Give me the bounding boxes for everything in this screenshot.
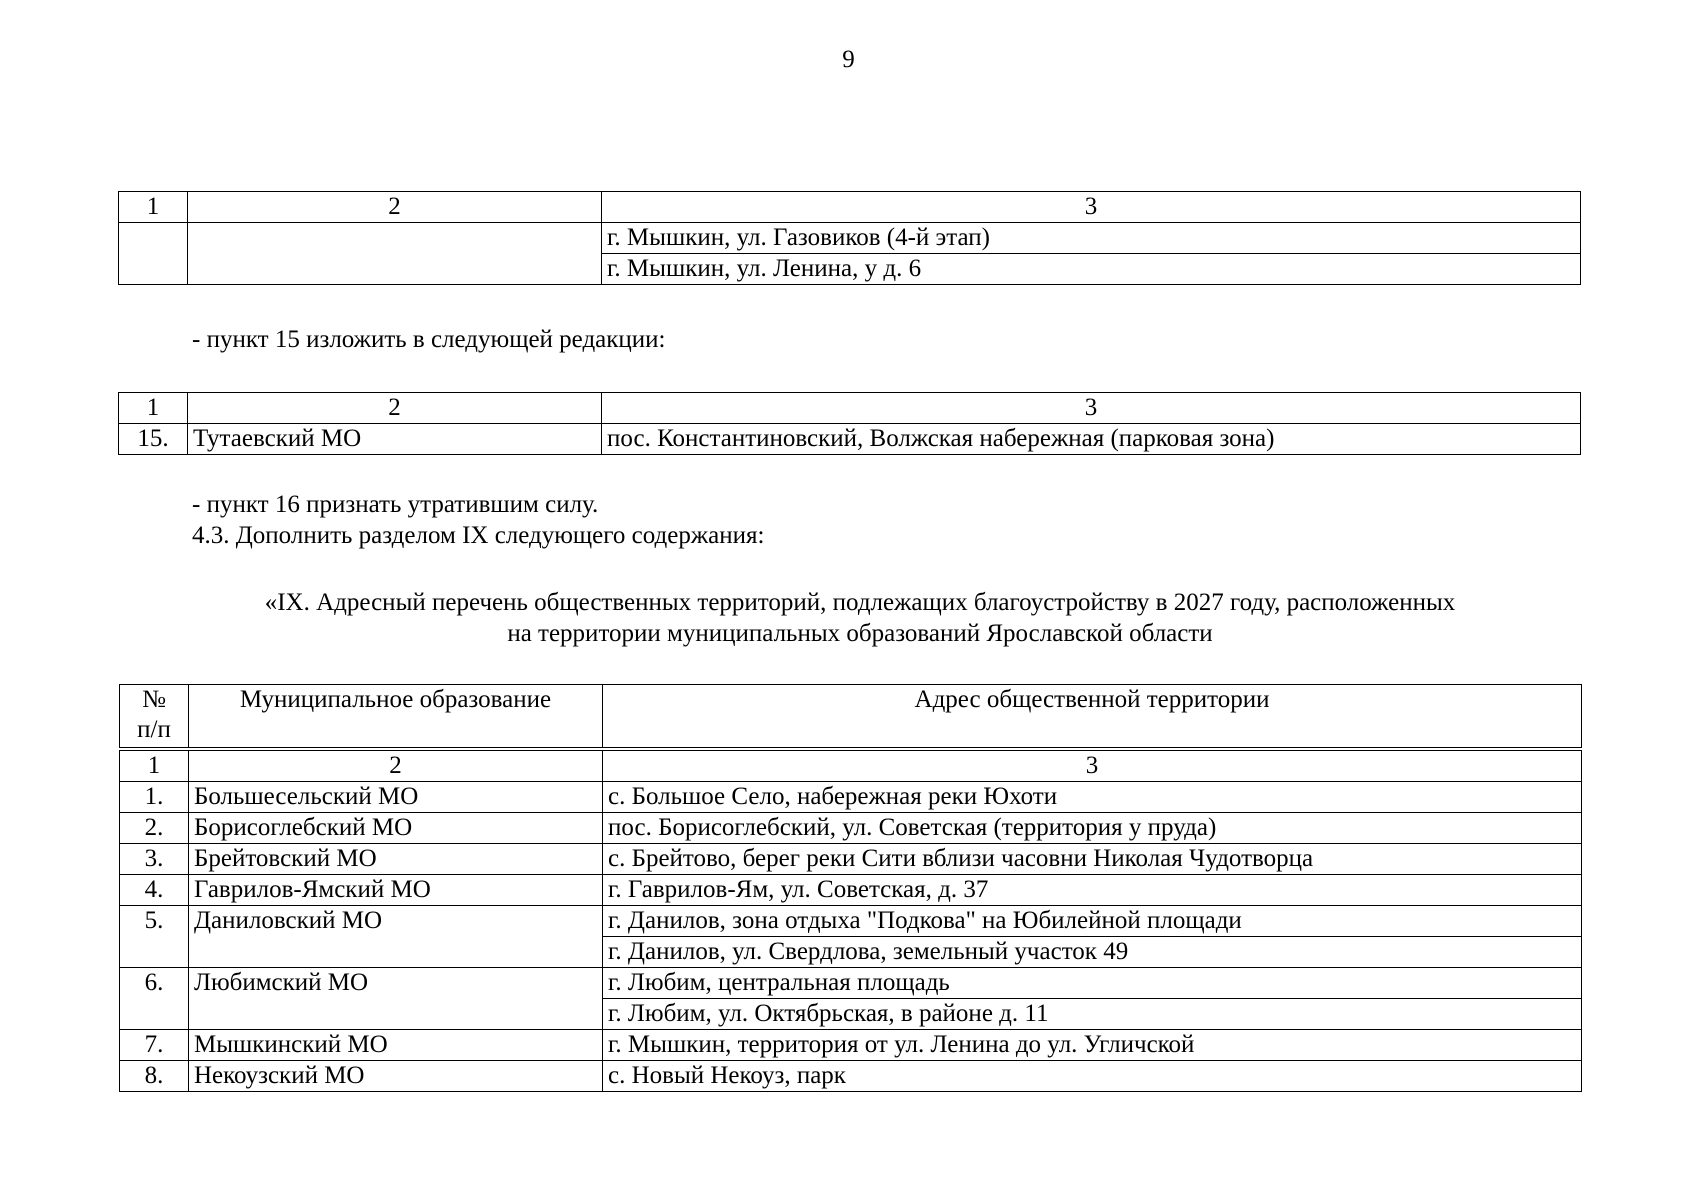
header-municipality: Муниципальное образование bbox=[189, 685, 603, 750]
territory-address: с. Брейтово, берег реки Сити вблизи часовни Николая Чудотворца bbox=[603, 844, 1582, 875]
header-number bbox=[120, 685, 189, 750]
column-number-3: 3 bbox=[602, 393, 1581, 424]
municipality-name bbox=[188, 223, 602, 285]
municipality-name: Тутаевский МО bbox=[188, 424, 602, 455]
row-number: 2. bbox=[120, 813, 189, 844]
page-number: 9 bbox=[842, 46, 855, 73]
header-address: Адрес общественной территории bbox=[603, 685, 1582, 750]
territory-address: пос. Константиновский, Волжская набережная (парковая зона) bbox=[602, 424, 1581, 455]
paragraph-item-16: - пункт 16 признать утратившим силу. bbox=[192, 491, 599, 518]
municipality-name: Брейтовский МО bbox=[189, 844, 603, 875]
table-row bbox=[120, 1030, 1582, 1061]
territory-address: пос. Борисоглебский, ул. Советская (территория у пруда) bbox=[603, 813, 1582, 844]
table-row bbox=[120, 1061, 1582, 1092]
municipality-name: Гаврилов-Ямский МО bbox=[189, 875, 603, 906]
header-number-line-2: п/п bbox=[137, 716, 171, 743]
table-column-numbers bbox=[119, 393, 1581, 424]
item-15-table bbox=[118, 392, 1581, 455]
row-number: 15. bbox=[119, 424, 188, 455]
section-title-line-2: на территории муниципальных образований Ярославской области bbox=[507, 620, 1213, 647]
table-row bbox=[120, 782, 1582, 813]
column-number-3: 3 bbox=[603, 749, 1582, 782]
territory-address: г. Любим, центральная площадь bbox=[603, 968, 1582, 999]
row-number: 3. bbox=[120, 844, 189, 875]
row-number: 1. bbox=[120, 782, 189, 813]
territory-address: г. Данилов, ул. Свердлова, земельный участок 49 bbox=[603, 937, 1582, 968]
territory-address: г. Мышкин, ул. Газовиков (4-й этап) bbox=[602, 223, 1581, 254]
municipality-name: Любимский МО bbox=[189, 968, 603, 1030]
column-number-2: 2 bbox=[188, 192, 602, 223]
territory-address: с. Новый Некоуз, парк bbox=[603, 1061, 1582, 1092]
municipality-name: Даниловский МО bbox=[189, 906, 603, 968]
continuation-table bbox=[118, 191, 1581, 285]
table-row bbox=[120, 844, 1582, 875]
section-title-line-1: «IX. Адресный перечень общественных территорий, подлежащих благоустройству в 2027 году, расположенных bbox=[264, 589, 1456, 616]
table-row bbox=[119, 223, 1581, 254]
municipality-name: Некоузский МО bbox=[189, 1061, 603, 1092]
table-row bbox=[119, 424, 1581, 455]
table-column-numbers bbox=[120, 749, 1582, 782]
column-number-1: 1 bbox=[119, 192, 188, 223]
territory-address: г. Любим, ул. Октябрьская, в районе д. 11 bbox=[603, 999, 1582, 1030]
table-row bbox=[120, 968, 1582, 999]
territory-address: г. Мышкин, ул. Ленина, у д. 6 bbox=[602, 254, 1581, 285]
territory-address: г. Гаврилов-Ям, ул. Советская, д. 37 bbox=[603, 875, 1582, 906]
column-number-2: 2 bbox=[189, 749, 603, 782]
territory-address: г. Данилов, зона отдыха "Подкова" на Юбилейной площади bbox=[603, 906, 1582, 937]
header-number-line-1: № bbox=[142, 686, 166, 713]
row-number: 6. bbox=[120, 968, 189, 1030]
row-number: 7. bbox=[120, 1030, 189, 1061]
territory-address: г. Мышкин, территория от ул. Ленина до ул. Угличской bbox=[603, 1030, 1582, 1061]
municipality-name: Большесельский МО bbox=[189, 782, 603, 813]
table-row bbox=[120, 875, 1582, 906]
column-number-1: 1 bbox=[119, 393, 188, 424]
column-number-3: 3 bbox=[602, 192, 1581, 223]
row-number: 5. bbox=[120, 906, 189, 968]
table-column-numbers bbox=[119, 192, 1581, 223]
table-row bbox=[120, 906, 1582, 937]
row-number: 8. bbox=[120, 1061, 189, 1092]
paragraph-item-15: - пункт 15 изложить в следующей редакции: bbox=[192, 326, 666, 353]
section-ix-title bbox=[120, 587, 1600, 649]
column-number-1: 1 bbox=[120, 749, 189, 782]
table-row bbox=[120, 813, 1582, 844]
municipality-name: Мышкинский МО bbox=[189, 1030, 603, 1061]
row-number: 4. bbox=[120, 875, 189, 906]
column-number-2: 2 bbox=[188, 393, 602, 424]
paragraph-4-3: 4.3. Дополнить разделом IX следующего содержания: bbox=[192, 522, 765, 549]
municipality-name: Борисоглебский МО bbox=[189, 813, 603, 844]
territory-address: с. Большое Село, набережная реки Юхоти bbox=[603, 782, 1582, 813]
row-number bbox=[119, 223, 188, 285]
table-header-row bbox=[120, 685, 1582, 750]
territory-list-table bbox=[119, 684, 1582, 1092]
